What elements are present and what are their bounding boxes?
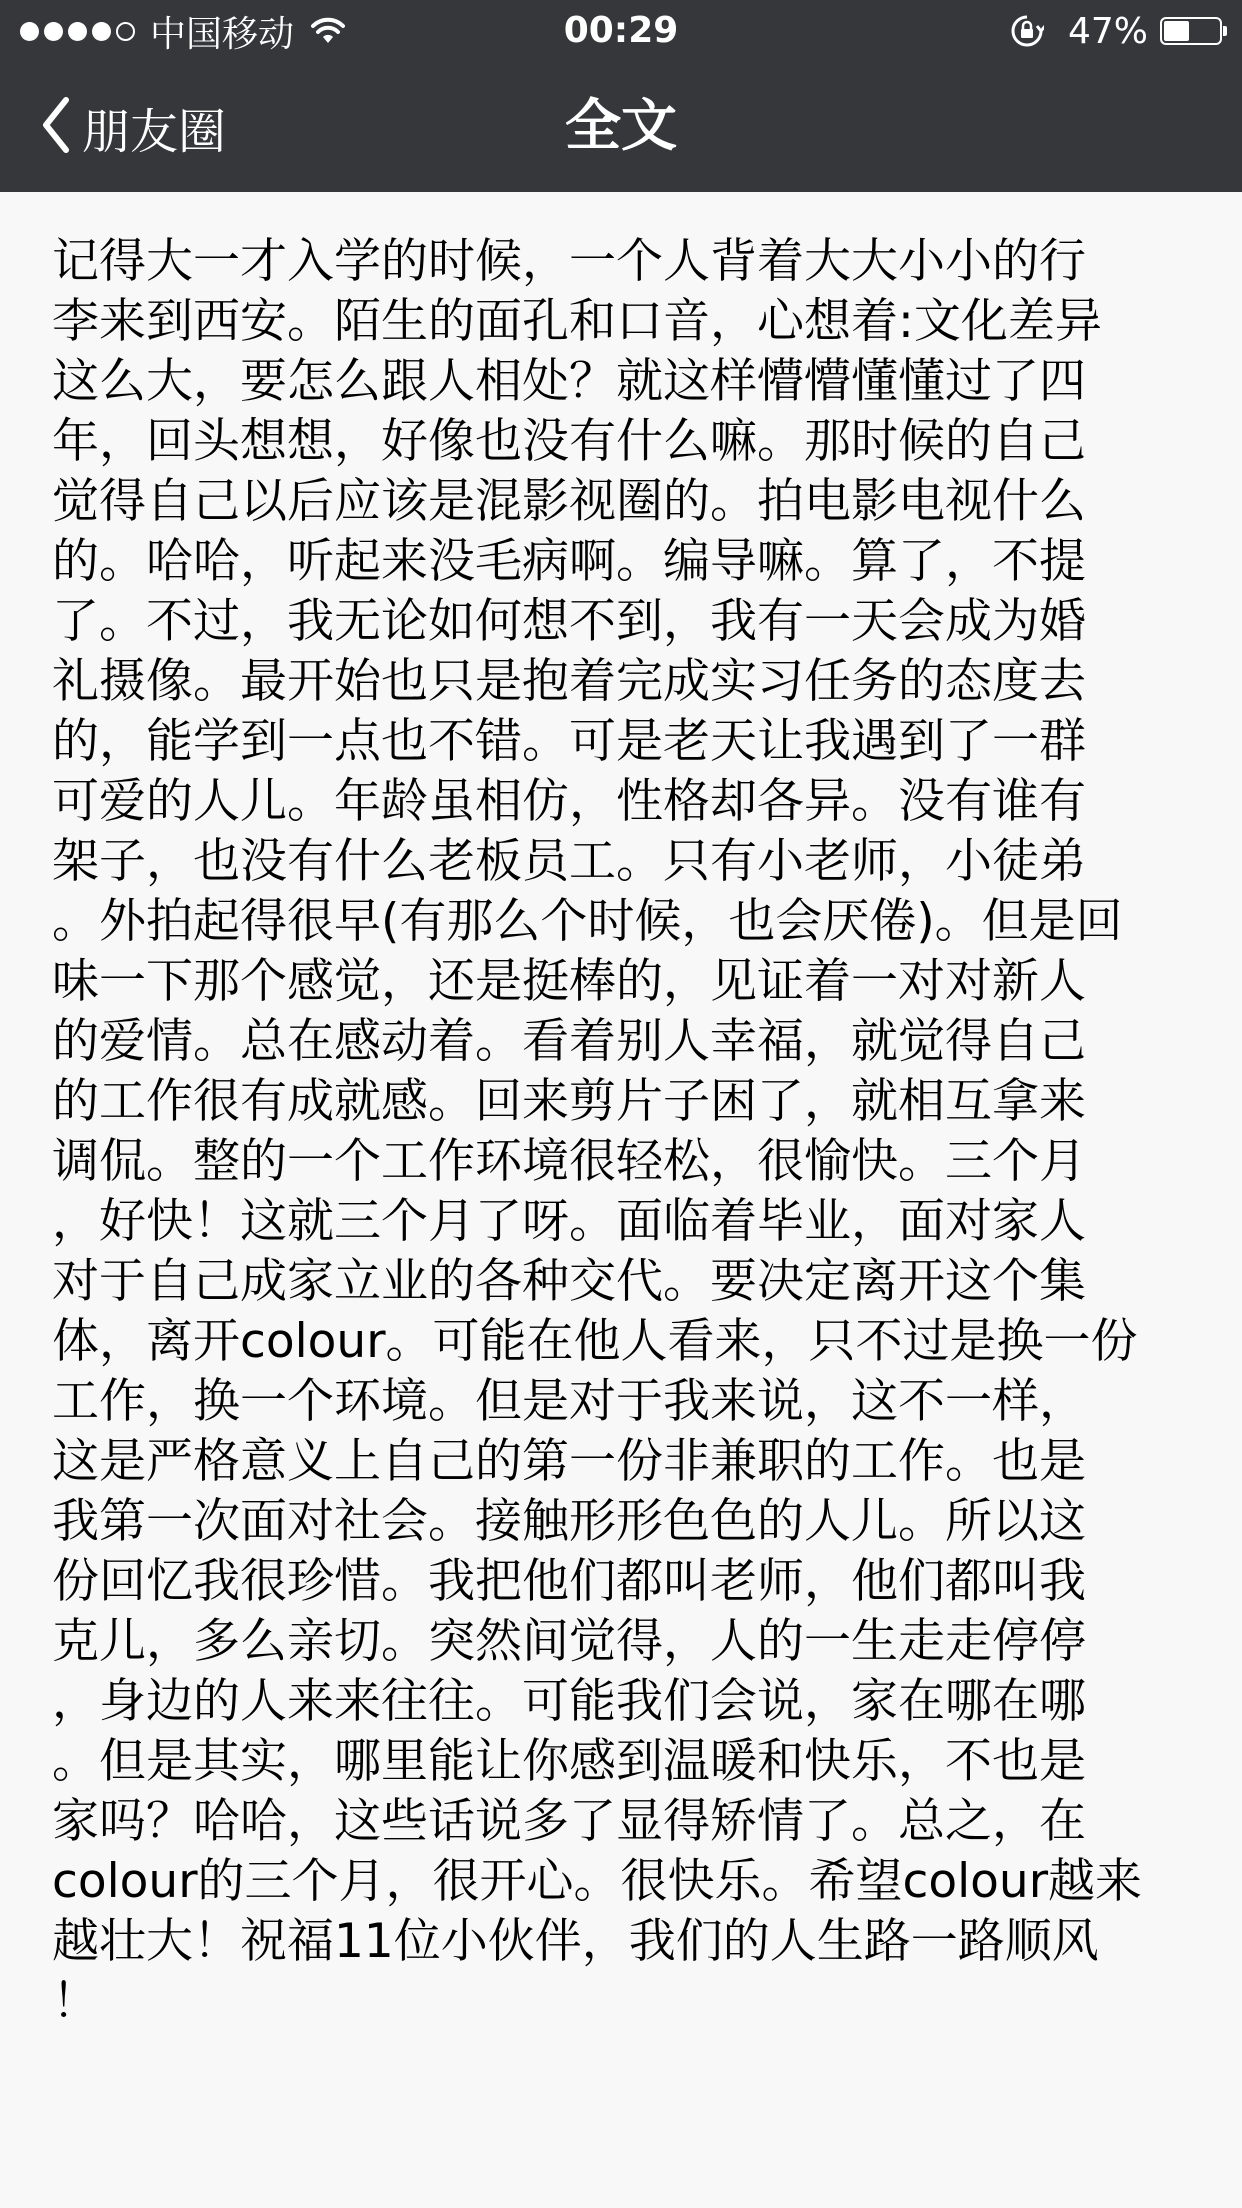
article-text-line: ，身边的人来来往往。可能我们会说，家在哪在哪 xyxy=(52,1674,1086,1729)
navigation-bar xyxy=(0,62,1242,192)
article-text-line: 对于自己成家立业的各种交代。要决定离开这个集 xyxy=(52,1254,1086,1309)
battery-tip xyxy=(1223,26,1227,36)
article-text-line: 。外拍起得很早(有那么个时候，也会厌倦)。但是回 xyxy=(52,894,1123,949)
article-text-line: ，好快！这就三个月了呀。面临着毕业，面对家人 xyxy=(52,1194,1086,1249)
article-text-line: 味一下那个感觉，还是挺棒的，见证着一对对新人 xyxy=(52,954,1086,1009)
article-text-line: 家吗？哈哈，这些话说多了显得矫情了。总之，在 xyxy=(52,1794,1086,1849)
article-text-line: 我第一次面对社会。接触形形色色的人儿。所以这 xyxy=(52,1494,1086,1549)
article-text-line: colour的三个月，很开心。很快乐。希望colour越来 xyxy=(52,1854,1143,1909)
battery-percent: 47% xyxy=(1067,10,1148,52)
page-title: 全文 xyxy=(565,94,677,159)
carrier-name: 中国移动 xyxy=(150,13,295,55)
article-text-line: 架子，也没有什么老板员工。只有小老师，小徒弟 xyxy=(52,834,1086,889)
article-text-line: 礼摄像。最开始也只是抱着完成实习任务的态度去 xyxy=(52,654,1086,709)
article-text-line: 觉得自己以后应该是混影视圈的。拍电影电视什么 xyxy=(52,474,1086,529)
status-bar-right xyxy=(1010,8,1222,54)
article-text-line: 调侃。整的一个工作环境很轻松，很愉快。三个月 xyxy=(52,1134,1086,1189)
rotation-lock-icon xyxy=(1010,14,1044,48)
status-bar xyxy=(0,0,1242,62)
article-text-line: 工作，换一个环境。但是对于我来说，这不一样， xyxy=(52,1374,1086,1429)
back-button-label: 朋友圈 xyxy=(82,103,227,160)
article-text-line: 体，离开colour。可能在他人看来，只不过是换一份 xyxy=(52,1314,1138,1369)
article-text-line: 。但是其实，哪里能让你感到温暖和快乐，不也是 xyxy=(52,1734,1086,1789)
article-text-line: 可爱的人儿。年龄虽相仿，性格却各异。没有谁有 xyxy=(52,774,1086,829)
article-text-line: 这是严格意义上自己的第一份非兼职的工作。也是 xyxy=(52,1434,1086,1489)
battery-level-fill xyxy=(1164,21,1189,41)
article-text-line: 的工作很有成就感。回来剪片子困了，就相互拿来 xyxy=(52,1074,1086,1129)
article-text-line: 年，回头想想，好像也没有什么嘛。那时候的自己 xyxy=(52,414,1086,469)
article-text-line: 记得大一才入学的时候，一个人背着大大小小的行 xyxy=(52,234,1086,289)
article-text-line: 这么大，要怎么跟人相处？就这样懵懵懂懂过了四 xyxy=(52,354,1086,409)
article-text-line: ！ xyxy=(52,1974,99,2029)
status-bar-time: 00:29 xyxy=(563,10,679,51)
app-header xyxy=(0,0,1242,192)
article-text-line: 份回忆我很珍惜。我把他们都叫老师，他们都叫我 xyxy=(52,1554,1086,1609)
article-text-line: 越壮大！祝福11位小伙伴，我们的人生路一路顺风 xyxy=(52,1914,1099,1969)
article-text-line: 了。不过，我无论如何想不到，我有一天会成为婚 xyxy=(52,594,1086,649)
article-text-line: 克儿，多么亲切。突然间觉得，人的一生走走停停 xyxy=(52,1614,1086,1669)
article-text-line: 李来到西安。陌生的面孔和口音，心想着:文化差异 xyxy=(52,294,1102,349)
article-text-line: 的，能学到一点也不错。可是老天让我遇到了一群 xyxy=(52,714,1086,769)
battery-icon xyxy=(1160,17,1222,45)
article-text-line: 的。哈哈，听起来没毛病啊。编导嘛。算了，不提 xyxy=(52,534,1086,589)
article-text-line: 的爱情。总在感动着。看着别人幸福，就觉得自己 xyxy=(52,1014,1086,1069)
article-body xyxy=(52,232,1182,2032)
